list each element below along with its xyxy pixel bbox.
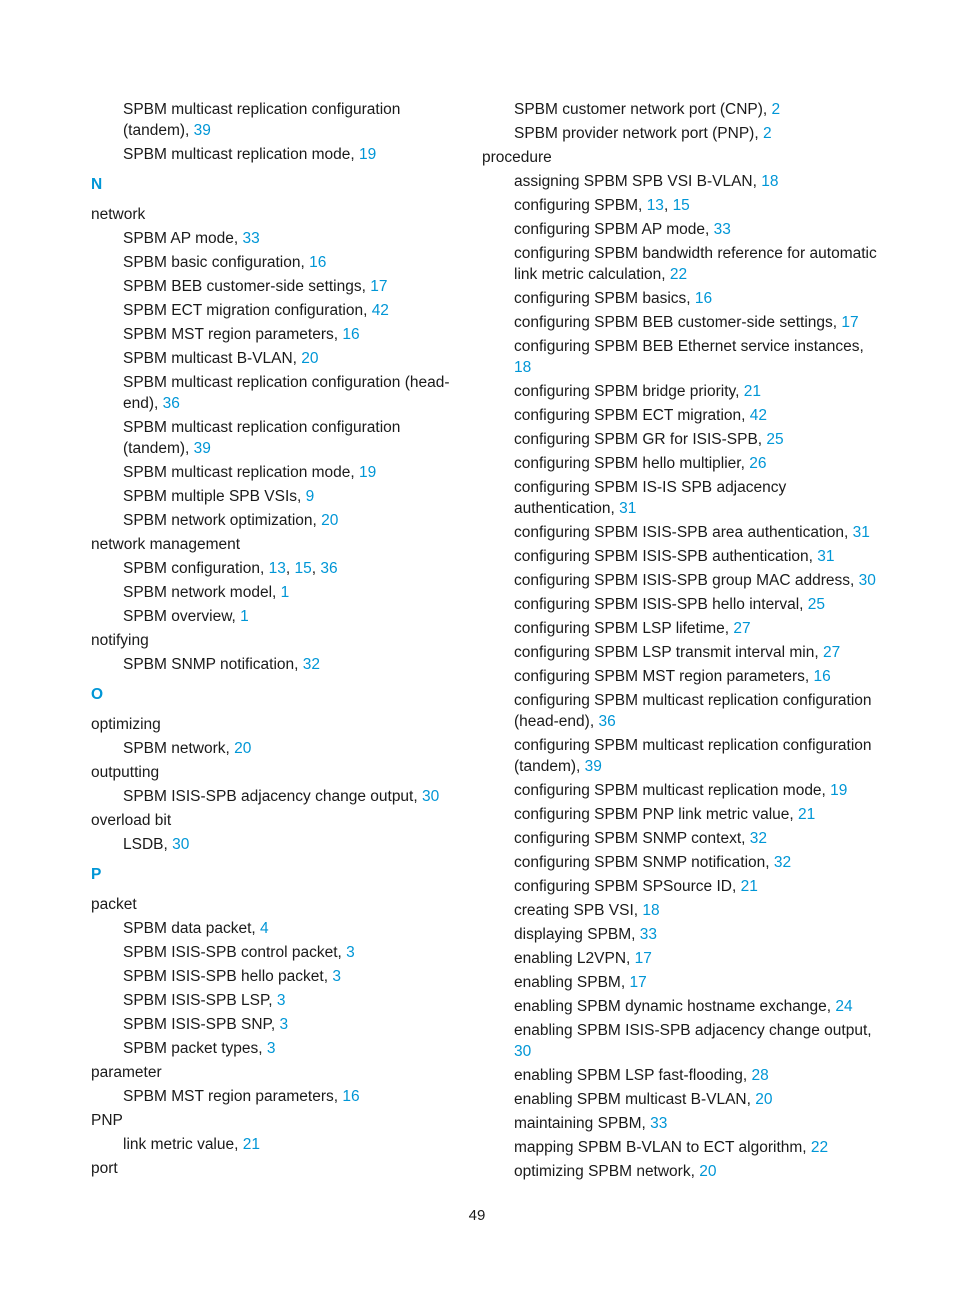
index-subentry: [91, 966, 461, 987]
index-term: [91, 1110, 461, 1131]
index-column-right: [482, 99, 882, 1182]
index-subentry: [91, 348, 461, 369]
index-subentry: [482, 429, 882, 450]
index-subentry: [91, 1014, 461, 1035]
page-reference-link[interactable]: 39: [584, 758, 602, 775]
page-reference-link[interactable]: 17: [634, 950, 652, 967]
page-reference-link[interactable]: 31: [817, 548, 835, 565]
page-reference-link[interactable]: 42: [371, 302, 389, 319]
index-entry-text: SPBM multicast replication configuration (tandem),: [123, 101, 401, 139]
index-term: [91, 762, 461, 783]
index-entry-text: SPBM SNMP notification,: [123, 656, 303, 673]
page-reference-link[interactable]: 25: [766, 431, 784, 448]
index-term: [91, 894, 461, 915]
index-entry-text: SPBM multicast replication mode,: [123, 146, 360, 163]
index-entry-text: network: [91, 206, 146, 223]
index-entry-text: configuring SPBM ISIS-SPB authentication,: [514, 548, 818, 565]
page-reference-link[interactable]: 36: [598, 713, 616, 730]
index-entry-text: configuring SPBM BEB customer-side settings,: [514, 314, 842, 331]
index-entry-text: configuring SPBM AP mode,: [514, 221, 714, 238]
index-subentry: [91, 462, 461, 483]
index-entry-text: outputting: [91, 764, 160, 781]
index-entry-text: LSDB,: [123, 836, 173, 853]
index-entry-text: configuring SPBM basics,: [514, 290, 695, 307]
index-entry-text: SPBM network,: [123, 740, 235, 757]
page-reference-link[interactable]: 9: [305, 488, 315, 505]
index-entry-text: configuring SPBM LSP transmit interval min,: [514, 644, 823, 661]
index-subentry: [482, 618, 882, 639]
index-subentry: [482, 972, 882, 993]
index-subentry: [482, 804, 882, 825]
page-ref-separator: ,: [311, 560, 321, 577]
index-entry-text: optimizing: [91, 716, 161, 733]
index-subentry: [482, 735, 882, 777]
index-entry-text: parameter: [91, 1064, 162, 1081]
page-reference-link[interactable]: 17: [370, 278, 388, 295]
index-entry-text: packet: [91, 896, 137, 913]
index-subentry: [91, 1086, 461, 1107]
index-entry-text: configuring SPBM multicast replication mode,: [514, 782, 831, 799]
page-reference-link[interactable]: 20: [234, 740, 252, 757]
index-subentry: [91, 417, 461, 459]
index-subentry: [482, 312, 882, 333]
index-entry-text: SPBM ISIS-SPB hello packet,: [123, 968, 333, 985]
index-term: [91, 1158, 461, 1179]
index-entry-text: SPBM AP mode,: [123, 230, 243, 247]
page-reference-link[interactable]: 36: [320, 560, 338, 577]
page-reference-link[interactable]: 19: [830, 782, 848, 799]
index-subentry: [482, 996, 882, 1017]
page-reference-link[interactable]: 26: [749, 455, 767, 472]
index-entry-text: SPBM multicast B-VLAN,: [123, 350, 302, 367]
page-reference-link[interactable]: 31: [852, 524, 870, 541]
page-reference-link[interactable]: 19: [359, 464, 377, 481]
index-entry-text: configuring SPBM ISIS-SPB group MAC address,: [514, 572, 859, 589]
index-subentry: [482, 453, 882, 474]
index-entry-text: SPBM ECT migration configuration,: [123, 302, 372, 319]
page-reference-link[interactable]: 21: [798, 806, 816, 823]
index-section-letter: P: [91, 866, 102, 883]
index-entry-text: enabling SPBM dynamic hostname exchange,: [514, 998, 836, 1015]
page-reference-link[interactable]: 28: [751, 1067, 769, 1084]
index-subentry: [482, 522, 882, 543]
index-entry-text: assigning SPBM SPB VSI B-VLAN,: [514, 173, 762, 190]
page-reference-link[interactable]: 30: [858, 572, 876, 589]
page-reference-link[interactable]: 18: [514, 359, 532, 376]
index-subentry: [91, 276, 461, 297]
page-reference-link[interactable]: 15: [294, 560, 312, 577]
index-entry-text: mapping SPBM B-VLAN to ECT algorithm,: [514, 1139, 811, 1156]
page-reference-link[interactable]: 30: [514, 1043, 532, 1060]
index-entry-text: SPBM ISIS-SPB adjacency change output,: [123, 788, 422, 805]
index-subentry: [482, 690, 882, 732]
index-entry-text: configuring SPBM BEB Ethernet service instances,: [514, 338, 864, 355]
index-subentry: [91, 99, 461, 141]
page-reference-link[interactable]: 39: [193, 440, 211, 457]
index-subentry: [482, 171, 882, 192]
index-subentry: [482, 99, 882, 120]
index-entry-text: enabling SPBM multicast B-VLAN,: [514, 1091, 756, 1108]
page-reference-link[interactable]: 17: [841, 314, 859, 331]
page-reference-link[interactable]: 16: [309, 254, 327, 271]
index-subentry: [482, 876, 882, 897]
index-entry-text: enabling SPBM,: [514, 974, 630, 991]
index-subentry: [482, 1020, 882, 1062]
index-subentry: [91, 990, 461, 1011]
index-entry-text: configuring SPBM multicast replication configuration (tandem),: [514, 737, 872, 775]
page-reference-link[interactable]: 22: [810, 1139, 829, 1156]
index-entry-text: configuring SPBM hello multiplier,: [514, 455, 750, 472]
index-entry-text: SPBM network model,: [123, 584, 281, 601]
index-subentry: [482, 243, 882, 285]
index-entry-text: configuring SPBM bridge priority,: [514, 383, 744, 400]
index-subentry: [482, 780, 882, 801]
page-reference-link[interactable]: 39: [193, 122, 211, 139]
index-subentry: [91, 582, 461, 603]
index-entry-text: SPBM ISIS-SPB LSP,: [123, 992, 277, 1009]
page-reference-link[interactable]: 18: [761, 173, 779, 190]
index-entry-text: configuring SPBM ISIS-SPB hello interval,: [514, 596, 808, 613]
index-subentry: [91, 324, 461, 345]
index-entry-text: creating SPB VSI,: [514, 902, 643, 919]
page-reference-link[interactable]: 32: [749, 830, 768, 847]
page-reference-link[interactable]: 1: [240, 608, 249, 625]
index-subentry: [91, 486, 461, 507]
page-reference-link[interactable]: 16: [694, 290, 713, 307]
index-subentry: [482, 1065, 882, 1086]
index-subentry: [91, 252, 461, 273]
index-subentry: [91, 918, 461, 939]
index-entry-text: port: [91, 1160, 118, 1177]
page-reference-link[interactable]: 36: [162, 395, 180, 412]
index-subentry: [91, 144, 461, 165]
page-reference-link[interactable]: 21: [242, 1136, 260, 1153]
index-subentry: [91, 942, 461, 963]
page-reference-link[interactable]: 33: [650, 1115, 668, 1132]
index-entry-text: SPBM ISIS-SPB control packet,: [123, 944, 347, 961]
page-reference-link[interactable]: 30: [172, 836, 190, 853]
index-entry-text: SPBM provider network port (PNP),: [514, 125, 763, 142]
page-reference-link[interactable]: 15: [672, 197, 690, 214]
index-subentry: [482, 1161, 882, 1182]
index-entry-text: overload bit: [91, 812, 172, 829]
index-entry-text: notifying: [91, 632, 149, 649]
page-reference-link[interactable]: 20: [755, 1091, 773, 1108]
index-entry-text: configuring SPBM bandwidth reference for automatic link metric calculation,: [514, 245, 877, 283]
page-reference-link[interactable]: 27: [822, 644, 841, 661]
page-reference-link[interactable]: 33: [242, 230, 260, 247]
index-subentry: [482, 852, 882, 873]
index-entry-text: configuring SPBM GR for ISIS-SPB,: [514, 431, 767, 448]
index-subentry: [482, 666, 882, 687]
index-subentry: [482, 405, 882, 426]
index-subentry: [91, 1038, 461, 1059]
index-subentry: [91, 786, 461, 807]
page-reference-link[interactable]: 3: [332, 968, 341, 985]
index-entry-text: maintaining SPBM,: [514, 1115, 651, 1132]
page-reference-link[interactable]: 32: [773, 854, 792, 871]
index-entry-text: configuring SPBM,: [514, 197, 647, 214]
page-reference-link[interactable]: 3: [266, 1040, 276, 1057]
index-subentry: [482, 195, 882, 216]
page-ref-separator: ,: [285, 560, 295, 577]
index-entry-text: configuring SPBM multicast replication configuration (head-end),: [514, 692, 872, 730]
index-subentry: [91, 558, 461, 579]
index-entry-text: SPBM customer network port (CNP),: [514, 101, 772, 118]
page-number: 49: [468, 1207, 486, 1224]
page-reference-link[interactable]: 27: [733, 620, 751, 637]
index-entry-text: enabling SPBM ISIS-SPB adjacency change output,: [514, 1022, 872, 1039]
index-term: [91, 630, 461, 651]
index-entry-text: configuring SPBM ECT migration,: [514, 407, 750, 424]
index-entry-text: network management: [91, 536, 241, 553]
index-entry-text: SPBM packet types,: [123, 1040, 267, 1057]
index-entry-text: SPBM multicast replication configuration (tandem),: [123, 419, 401, 457]
page-reference-link[interactable]: 21: [743, 383, 761, 400]
index-entry-text: configuring SPBM SNMP context,: [514, 830, 750, 847]
index-subentry: [482, 924, 882, 945]
index-entry-text: SPBM configuration,: [123, 560, 269, 577]
index-entry-text: SPBM BEB customer-side settings,: [123, 278, 371, 295]
index-entry-text: SPBM multicast replication mode,: [123, 464, 360, 481]
index-subentry: [482, 828, 882, 849]
page-reference-link[interactable]: 19: [359, 146, 377, 163]
page-ref-separator: ,: [663, 197, 673, 214]
index-subentry: [91, 738, 461, 759]
page-reference-link[interactable]: 33: [713, 221, 731, 238]
page-reference-link[interactable]: 1: [280, 584, 290, 601]
page-reference-link[interactable]: 16: [342, 1088, 360, 1105]
page-reference-link[interactable]: 31: [619, 500, 637, 517]
index-subentry: [91, 510, 461, 531]
index-subentry: [482, 570, 882, 591]
index-subentry: [482, 381, 882, 402]
page-reference-link[interactable]: 16: [342, 326, 360, 343]
page-reference-link[interactable]: 3: [346, 944, 355, 961]
index-entry-text: configuring SPBM PNP link metric value,: [514, 806, 798, 823]
index-entry-text: SPBM basic configuration,: [123, 254, 310, 271]
page-reference-link[interactable]: 3: [279, 1016, 289, 1033]
index-subentry: [91, 372, 461, 414]
page-reference-link[interactable]: 4: [260, 920, 269, 937]
page-reference-link[interactable]: 18: [642, 902, 660, 919]
index-subentry: [482, 642, 882, 663]
index-term: [91, 1062, 461, 1083]
index-subentry: [91, 606, 461, 627]
index-entry-text: configuring SPBM ISIS-SPB area authentication,: [514, 524, 853, 541]
page-reference-link[interactable]: 25: [807, 596, 826, 613]
index-subentry: [482, 219, 882, 240]
page-reference-link[interactable]: 22: [669, 266, 688, 283]
index-entry-text: SPBM MST region parameters,: [123, 326, 343, 343]
page-reference-link[interactable]: 32: [302, 656, 321, 673]
index-entry-text: configuring SPBM MST region parameters,: [514, 668, 814, 685]
index-subentry: [482, 594, 882, 615]
index-subentry: [482, 477, 882, 519]
index-section-letter: N: [91, 176, 103, 193]
index-entry-text: SPBM multicast replication configuration (head-end),: [123, 374, 450, 412]
page-reference-link[interactable]: 42: [749, 407, 768, 424]
index-subentry: [482, 546, 882, 567]
index-entry-text: enabling SPBM LSP fast-flooding,: [514, 1067, 752, 1084]
index-subentry: [91, 834, 461, 855]
page-reference-link[interactable]: 16: [813, 668, 831, 685]
index-subentry: [91, 654, 461, 675]
index-entry-text: SPBM MST region parameters,: [123, 1088, 343, 1105]
index-entry-text: configuring SPBM SNMP notification,: [514, 854, 774, 871]
index-subentry: [482, 288, 882, 309]
index-entry-text: procedure: [482, 149, 552, 166]
index-subentry: [482, 948, 882, 969]
index-entry-text: SPBM ISIS-SPB SNP,: [123, 1016, 280, 1033]
page-reference-link[interactable]: 13: [268, 560, 286, 577]
page-reference-link[interactable]: 3: [276, 992, 286, 1009]
index-entry-text: SPBM network optimization,: [123, 512, 322, 529]
index-term: [91, 714, 461, 735]
index-subentry: [482, 900, 882, 921]
index-entry-text: configuring SPBM LSP lifetime,: [514, 620, 734, 637]
index-subentry: [91, 300, 461, 321]
index-entry-text: configuring SPBM IS-IS SPB adjacency authentication,: [514, 479, 787, 517]
page-reference-link[interactable]: 20: [321, 512, 339, 529]
index-entry-text: SPBM multiple SPB VSIs,: [123, 488, 306, 505]
index-section-letter: O: [91, 686, 104, 703]
page-reference-link[interactable]: 17: [629, 974, 647, 991]
index-term: [91, 810, 461, 831]
index-subentry: [482, 1089, 882, 1110]
page-reference-link[interactable]: 30: [421, 788, 440, 805]
page-reference-link[interactable]: 21: [740, 878, 758, 895]
index-subentry: [91, 1134, 461, 1155]
index-entry-text: configuring SPBM SPSource ID,: [514, 878, 741, 895]
index-entry-text: optimizing SPBM network,: [514, 1163, 700, 1180]
index-column-left: [91, 99, 461, 1179]
index-subentry: [91, 228, 461, 249]
index-subentry: [482, 1113, 882, 1134]
index-term: [91, 534, 461, 555]
index-entry-text: enabling L2VPN,: [514, 950, 635, 967]
index-entry-text: link metric value,: [123, 1136, 243, 1153]
index-term: [482, 147, 882, 168]
index-term: [91, 204, 461, 225]
page-reference-link[interactable]: 2: [762, 125, 772, 142]
page-reference-link[interactable]: 13: [646, 197, 664, 214]
index-subentry: [482, 336, 882, 378]
index-entry-text: SPBM data packet,: [123, 920, 260, 937]
index-subentry: [482, 123, 882, 144]
page-reference-link[interactable]: 24: [835, 998, 853, 1015]
index-entry-text: SPBM overview,: [123, 608, 241, 625]
page-reference-link[interactable]: 20: [699, 1163, 717, 1180]
page-reference-link[interactable]: 20: [301, 350, 319, 367]
index-entry-text: displaying SPBM,: [514, 926, 640, 943]
index-subentry: [482, 1137, 882, 1158]
page-reference-link[interactable]: 33: [639, 926, 658, 943]
index-entry-text: PNP: [91, 1112, 123, 1129]
page-reference-link[interactable]: 2: [771, 101, 781, 118]
